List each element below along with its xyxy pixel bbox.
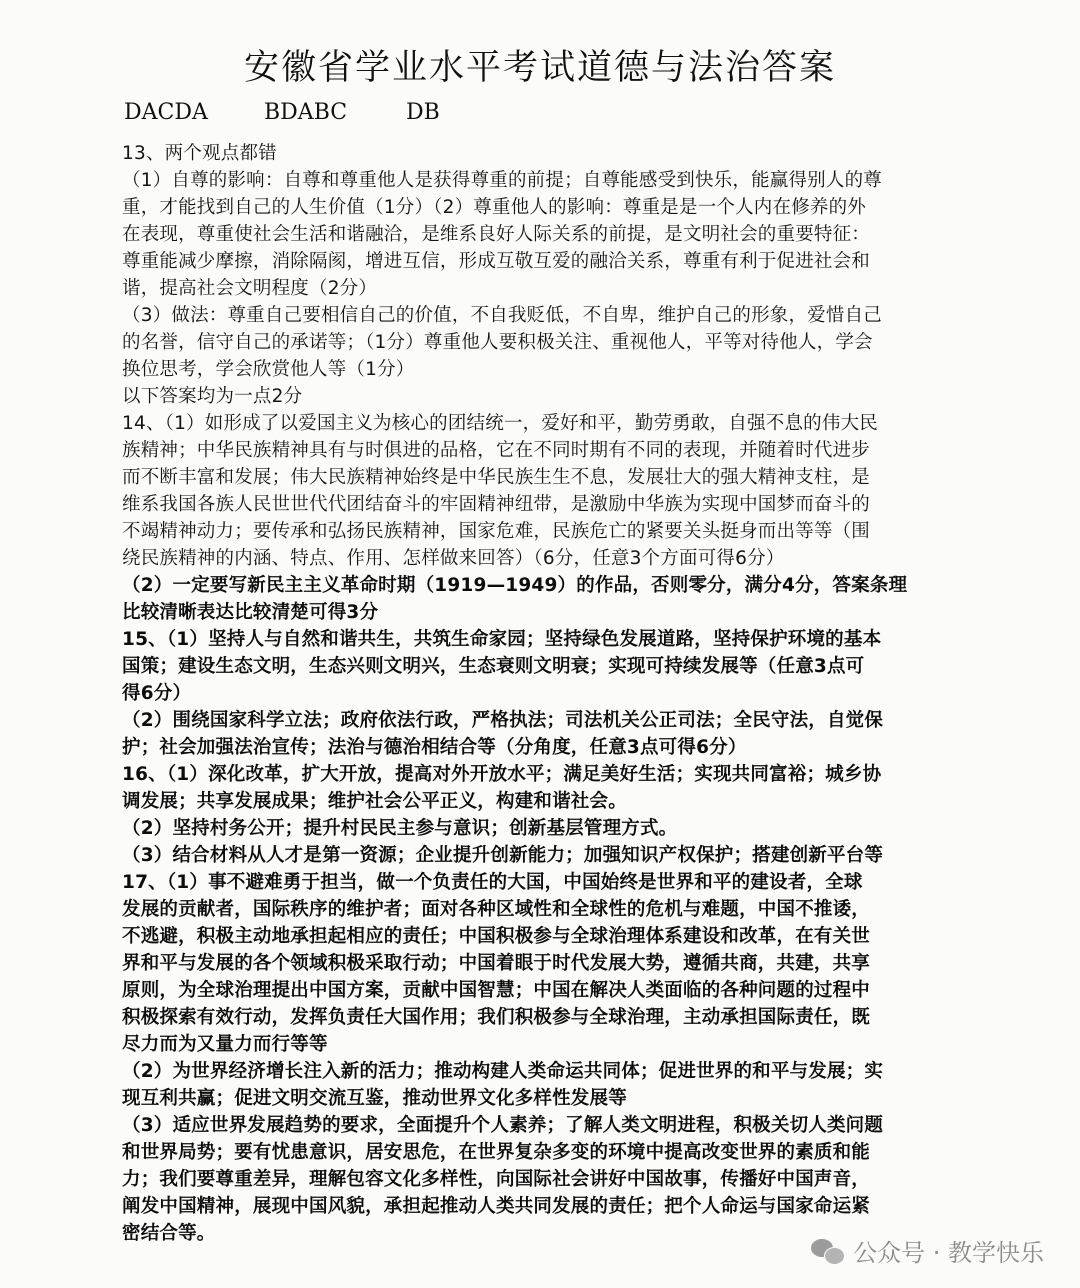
page-title: 安徽省学业水平考试道德与法治答案 — [243, 48, 836, 88]
answer-line: （2）坚持村务公开；提升村民民主参与意识；创新基层管理方式。 — [122, 818, 678, 839]
answer-line: 绕民族精神的内涵、特点、作用、怎样做来回答）（6分，任意3个方面可得6分） — [122, 548, 785, 569]
answer-line: （3）做法：尊重自己要相信自己的价值，不自我贬低，不自卑，维护自己的形象，爱惜自己 — [122, 305, 882, 326]
answer-line: 谐，提高社会文明程度（2分） — [122, 278, 378, 299]
answer-line: 17、（1）事不避难勇于担当，做一个负责任的大国，中国始终是世界和平的建设者，全球 — [122, 872, 863, 893]
answer-line: （2）一定要写新民主主义革命时期（1919—1949）的作品，否则零分，满分4分，答案条理 — [122, 575, 908, 596]
answer-line: 界和平与发展的各个领域积极采取行动；中国着眼于时代发展大势，遵循共商，共建，共享 — [122, 953, 871, 974]
answer-line: 和世界局势；要有忧患意识，居安思危，在世界复杂多变的环境中提高改变世界的素质和能 — [122, 1142, 871, 1163]
answer-line: 在表现，尊重使社会生活和谐融洽，是维系良好人际关系的前提，是文明社会的重要特征： — [122, 224, 871, 245]
answer-line: 阐发中国精神，展现中国风貌，承担起推动人类共同发展的责任；把个人命运与国家命运紧 — [122, 1196, 871, 1217]
answer-line: （2）围绕国家科学立法；政府依法行政，严格执法；司法机关公正司法；全民守法，自觉保 — [122, 710, 884, 731]
answer-line: 得6分） — [122, 683, 192, 704]
answer-line: （3）结合材料从人才是第一资源；企业提升创新能力；加强知识产权保护；搭建创新平台等 — [122, 845, 884, 866]
answer-line: 重，才能找到自己的人生价值（1分）（2）尊重他人的影响：尊重是是一个人内在修养的外 — [122, 197, 866, 218]
answer-line: 力；我们要尊重差异，理解包容文化多样性，向国际社会讲好中国故事，传播好中国声音， — [122, 1169, 871, 1190]
watermark-text: 公众号 · 教学快乐 — [853, 1239, 1044, 1267]
answer-line: （3）适应世界发展趋势的要求，全面提升个人素养；了解人类文明进程，积极关切人类问题 — [122, 1115, 884, 1136]
answer-line: 14、（1）如形成了以爱国主义为核心的团结统一，爱好和平，勤劳勇敢，自强不息的伟大民 — [122, 413, 878, 434]
answer-line: （2）为世界经济增长注入新的活力；推动构建人类命运共同体；促进世界的和平与发展；实 — [122, 1061, 884, 1082]
answer-line: 换位思考，学会欣赏他人等（1分） — [122, 359, 415, 380]
answer-line: 的名誉，信守自己的承诺等；（1分）尊重他人要积极关注、重视他人，平等对待他人，学会 — [122, 332, 873, 353]
answer-line: 13、两个观点都错 — [122, 143, 277, 164]
wechat-icon — [811, 1237, 845, 1265]
answer-line: 发展的贡献者，国际秩序的维护者；面对各种区域性和全球性的危机与难题，中国不推诿， — [122, 899, 871, 920]
answer-line: 而不断丰富和发展；伟大民族精神始终是中华民族生生不息，发展壮大的强大精神支柱，是 — [122, 467, 871, 488]
answer-line: 尽力而为又量力而行等等 — [122, 1034, 328, 1055]
choice-group-3: DB — [406, 100, 440, 125]
choice-group-2: BDABC — [264, 100, 348, 125]
answer-line: 国策；建设生态文明，生态兴则文明兴，生态衰则文明衰；实现可持续发展等（任意3点可 — [122, 656, 865, 677]
answer-line: 调发展；共享发展成果；维护社会公平正义，构建和谐社会。 — [122, 791, 627, 812]
answer-line: 16、（1）深化改革，扩大开放，提高对外开放水平；满足美好生活；实现共同富裕；城乡协 — [122, 764, 882, 785]
answer-line: 15、（1）坚持人与自然和谐共生，共筑生命家园；坚持绿色发展道路，坚持保护环境的基本 — [122, 629, 882, 650]
answer-line: 密结合等。 — [122, 1223, 216, 1244]
answer-line: 族精神；中华民族精神具有与时俱进的品格，它在不同时期有不同的表现，并随着时代进步 — [122, 440, 871, 461]
choice-group-1: DACDA — [124, 100, 208, 125]
answer-line: 比较清晰表达比较清楚可得3分 — [122, 602, 379, 623]
answer-line: 护；社会加强法治宣传；法治与德治相结合等（分角度，任意3点可得6分） — [122, 737, 747, 758]
answer-line: （1）自尊的影响：自尊和尊重他人是获得尊重的前提；自尊能感受到快乐，能赢得别人的尊 — [122, 170, 882, 191]
answer-line: 维系我国各族人民世世代代团结奋斗的牢固精神纽带，是激励中华族为实现中国梦而奋斗的 — [122, 494, 871, 515]
answer-line: 原则，为全球治理提出中国方案，贡献中国智慧；中国在解决人类面临的各种问题的过程中 — [122, 980, 871, 1001]
answer-line: 尊重能减少摩擦，消除隔阂，增进互信，形成互敬互爱的融洽关系，尊重有利于促进社会和 — [122, 251, 871, 272]
answer-line: 不竭精神动力；要传承和弘扬民族精神，国家危难，民族危亡的紧要关头挺身而出等等（围 — [122, 521, 871, 542]
answer-line: 以下答案均为一点2分 — [122, 386, 303, 407]
answer-line: 积极探索有效行动，发挥负责任大国作用；我们积极参与全球治理，主动承担国际责任，既 — [122, 1007, 871, 1028]
answer-line: 不逃避，积极主动地承担起相应的责任；中国积极参与全球治理体系建设和改革，在有关世 — [122, 926, 871, 947]
choice-answers — [124, 100, 440, 125]
answer-line: 现互利共赢；促进文明交流互鉴，推动世界文化多样性发展等 — [122, 1088, 627, 1109]
watermark — [811, 1233, 1044, 1268]
